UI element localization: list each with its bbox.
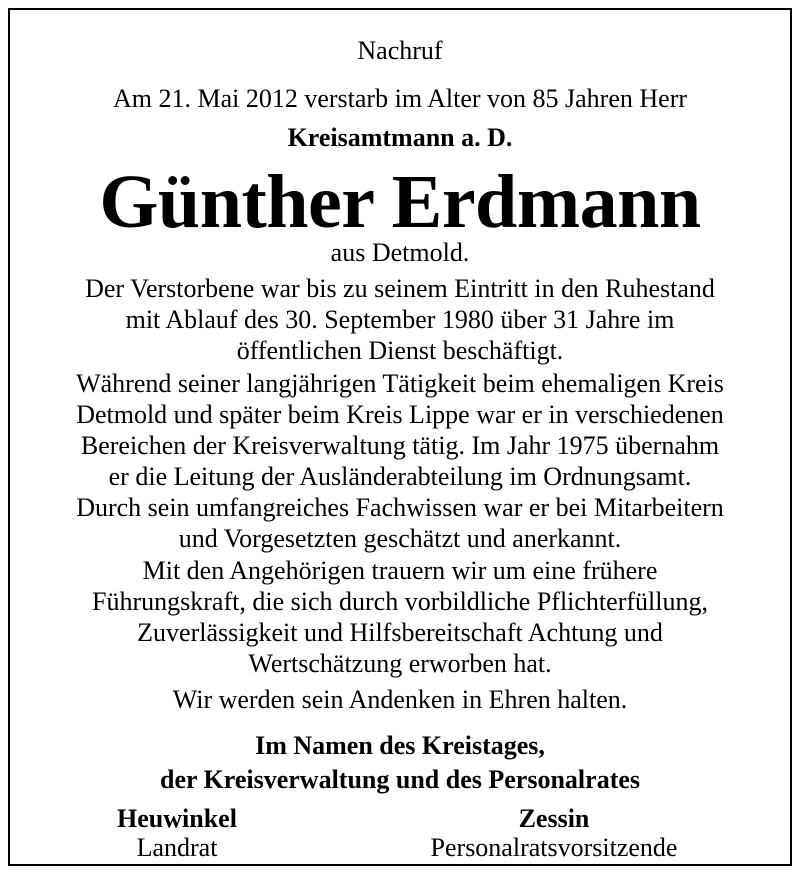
body-line: Wertschätzung erworben hat. [248, 649, 552, 678]
body-line: Zuverlässigkeit und Hilfsbereitschaft Achtung und [137, 618, 663, 647]
signatory-role-left: Landrat [136, 833, 218, 862]
body-line: Detmold und später beim Kreis Lippe war er in verschiedenen [76, 400, 724, 429]
closing-line: Wir werden sein Andenken in Ehren halten. [172, 685, 628, 714]
body-line: mit Ablauf des 30. September 1980 über 31 Jahre im [125, 305, 675, 334]
body-line: Während seiner langjährigen Tätigkeit beim ehemaligen Kreis [76, 369, 724, 398]
notice-intro: Am 21. Mai 2012 verstarb im Alter von 85 Jahren Herr [112, 84, 688, 113]
signatory-name-right: Zessin [518, 804, 590, 833]
body-line: öffentlichen Dienst beschäftigt. [236, 336, 564, 365]
body-line: Führungskraft, die sich durch vorbildliche Pflichterfüllung, [92, 587, 708, 616]
on-behalf-line: Im Namen des Kreistages, [255, 731, 545, 760]
signatory-role-right: Personalratsvorsitzende [430, 833, 678, 862]
body-line: Mit den Angehörigen trauern wir um eine frühere [142, 556, 658, 585]
signatory-name-left: Heuwinkel [117, 804, 237, 833]
body-line: Der Verstorbene war bis zu seinem Eintritt in den Ruhestand [85, 274, 715, 303]
body-line: und Vorgesetzten geschätzt und anerkannt. [178, 524, 622, 553]
deceased-title: Kreisamtmann a. D. [287, 123, 513, 152]
on-behalf-line: der Kreisverwaltung und des Personalrates [159, 765, 641, 794]
notice-heading: Nachruf [357, 36, 443, 65]
deceased-name: Günther Erdmann [99, 160, 701, 244]
deceased-origin: aus Detmold. [330, 238, 470, 267]
body-line: Bereichen der Kreisverwaltung tätig. Im Jahr 1975 übernahm [80, 431, 720, 460]
body-line: Durch sein umfangreiches Fachwissen war er bei Mitarbeitern [76, 493, 724, 522]
obituary-notice [8, 8, 792, 866]
body-line: er die Leitung der Ausländerabteilung im Ordnungsamt. [108, 462, 692, 491]
